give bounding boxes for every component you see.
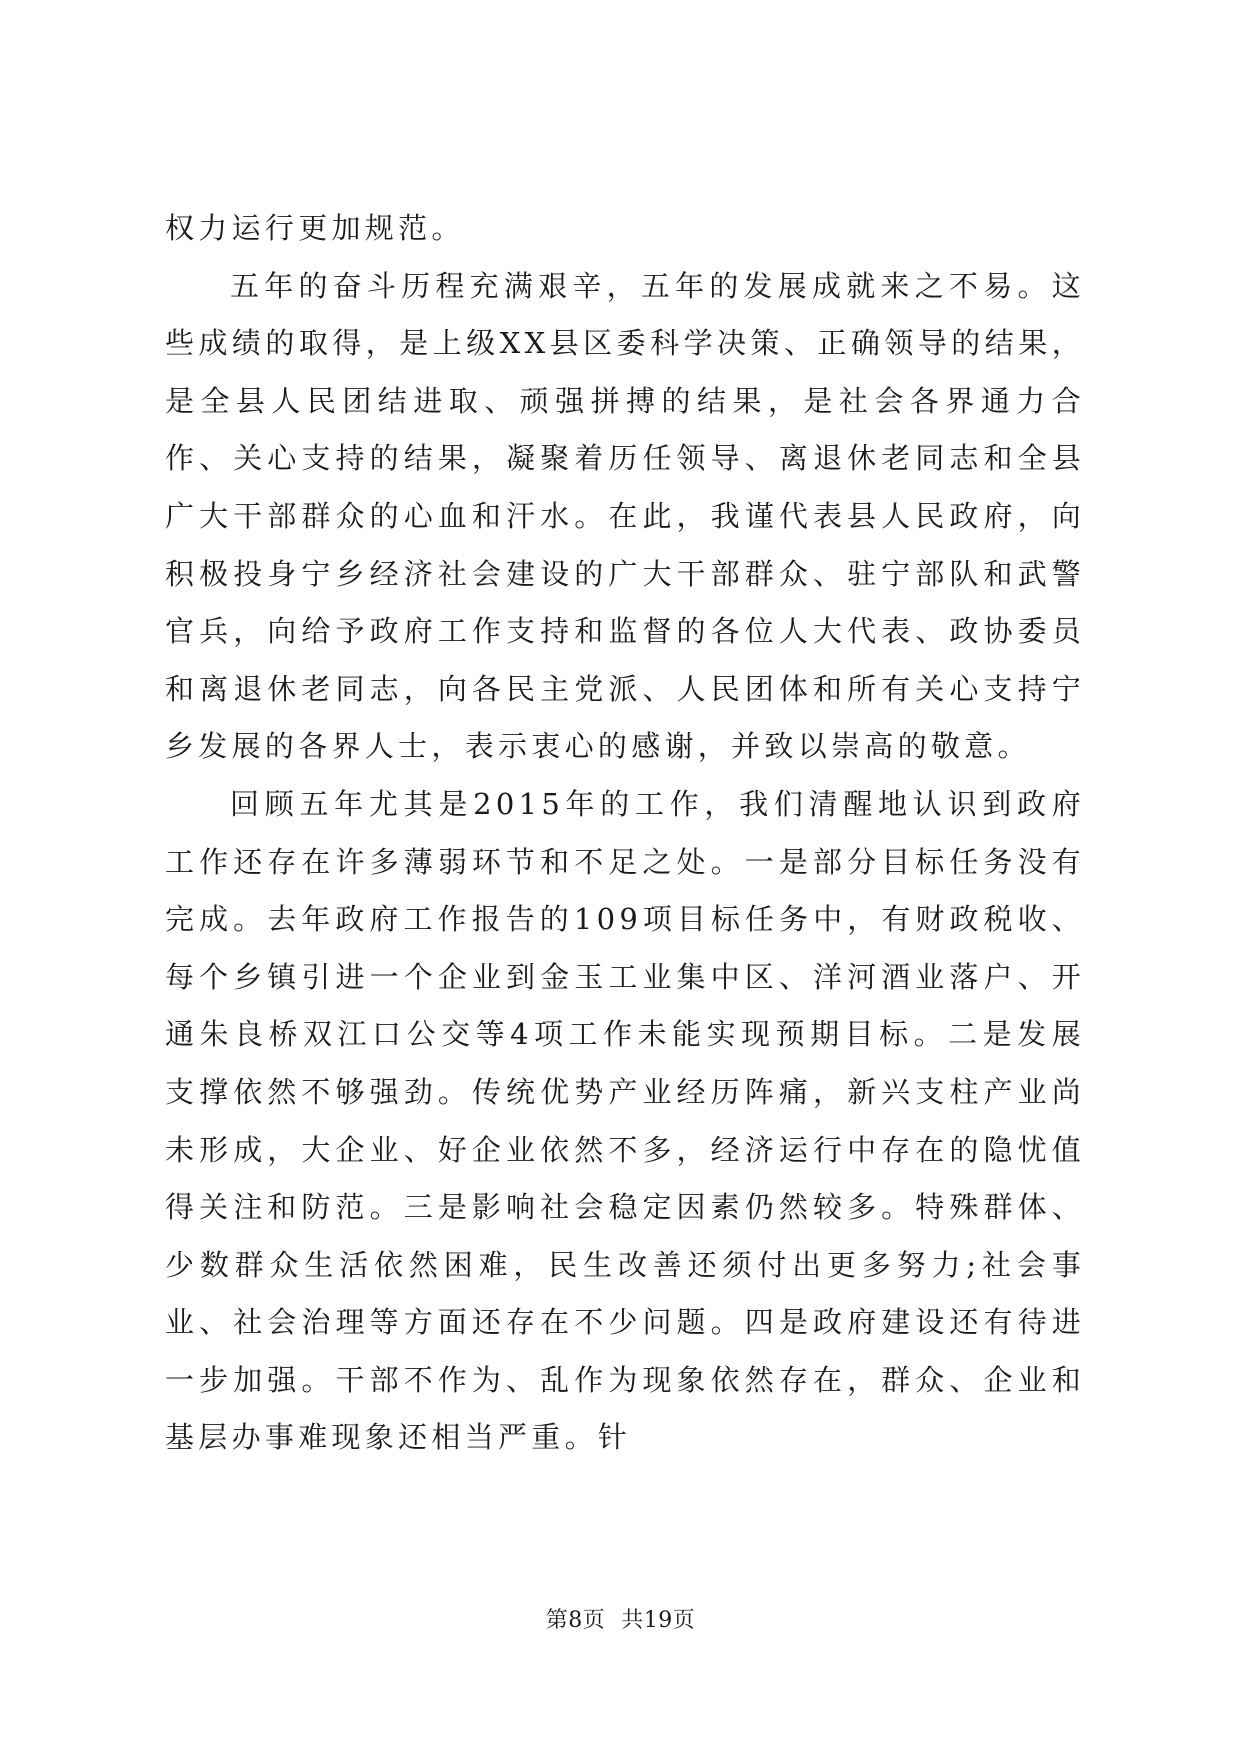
paragraph-2: 五年的奋斗历程充满艰辛，五年的发展成就来之不易。这些成绩的取得，是上级XX县区委科学决策、正确领导的结果，是全县人民团结进取、顽强拼搏的结果，是社会各界通力合作、关心支持的结果，凝聚着历任领导、离退休老同志和全县广大干部群众的心血和汗水。在此，我谨代表县人民政府，向积极投身宁乡经济社会建设的广大干部群众、驻宁部队和武警官兵，向给予政府工作支持和监督的各位人大代表、政协委员和离退休老同志，向各民主党派、人民团体和所有关心支持宁乡发展的各界人士，表示衷心的感谢，并致以崇高的敬意。	[165, 268, 1085, 764]
paragraph-1: 权力运行更加规范。	[165, 211, 465, 245]
paragraph-3: 回顾五年尤其是2015年的工作，我们清醒地认识到政府工作还存在许多薄弱环节和不足之处。一是部分目标任务没有完成。去年政府工作报告的109项目标任务中，有财政税收、每个乡镇引进一个企业到金玉工业集中区、洋河酒业落户、开通朱良桥双江口公交等4项工作未能实现预期目标。二是发展支撑依然不够强劲。传统优势产业经历阵痛，新兴支柱产业尚未形成，大企业、好企业依然不多，经济运行中存在的隐忧值得关注和防范。三是影响社会稳定因素仍然较多。特殊群体、少数群众生活依然困难，民生改善还须付出更多努力;社会事业、社会治理等方面还存在不少问题。四是政府建设还有待进一步加强。干部不作为、乱作为现象依然存在，群众、企业和基层办事难现象还相当严重。针	[165, 786, 1085, 1455]
page-footer	[0, 1606, 1241, 1636]
page-number: 第8页	[545, 1608, 606, 1633]
document-body	[165, 200, 1085, 1467]
page-total: 共19页	[621, 1608, 696, 1633]
